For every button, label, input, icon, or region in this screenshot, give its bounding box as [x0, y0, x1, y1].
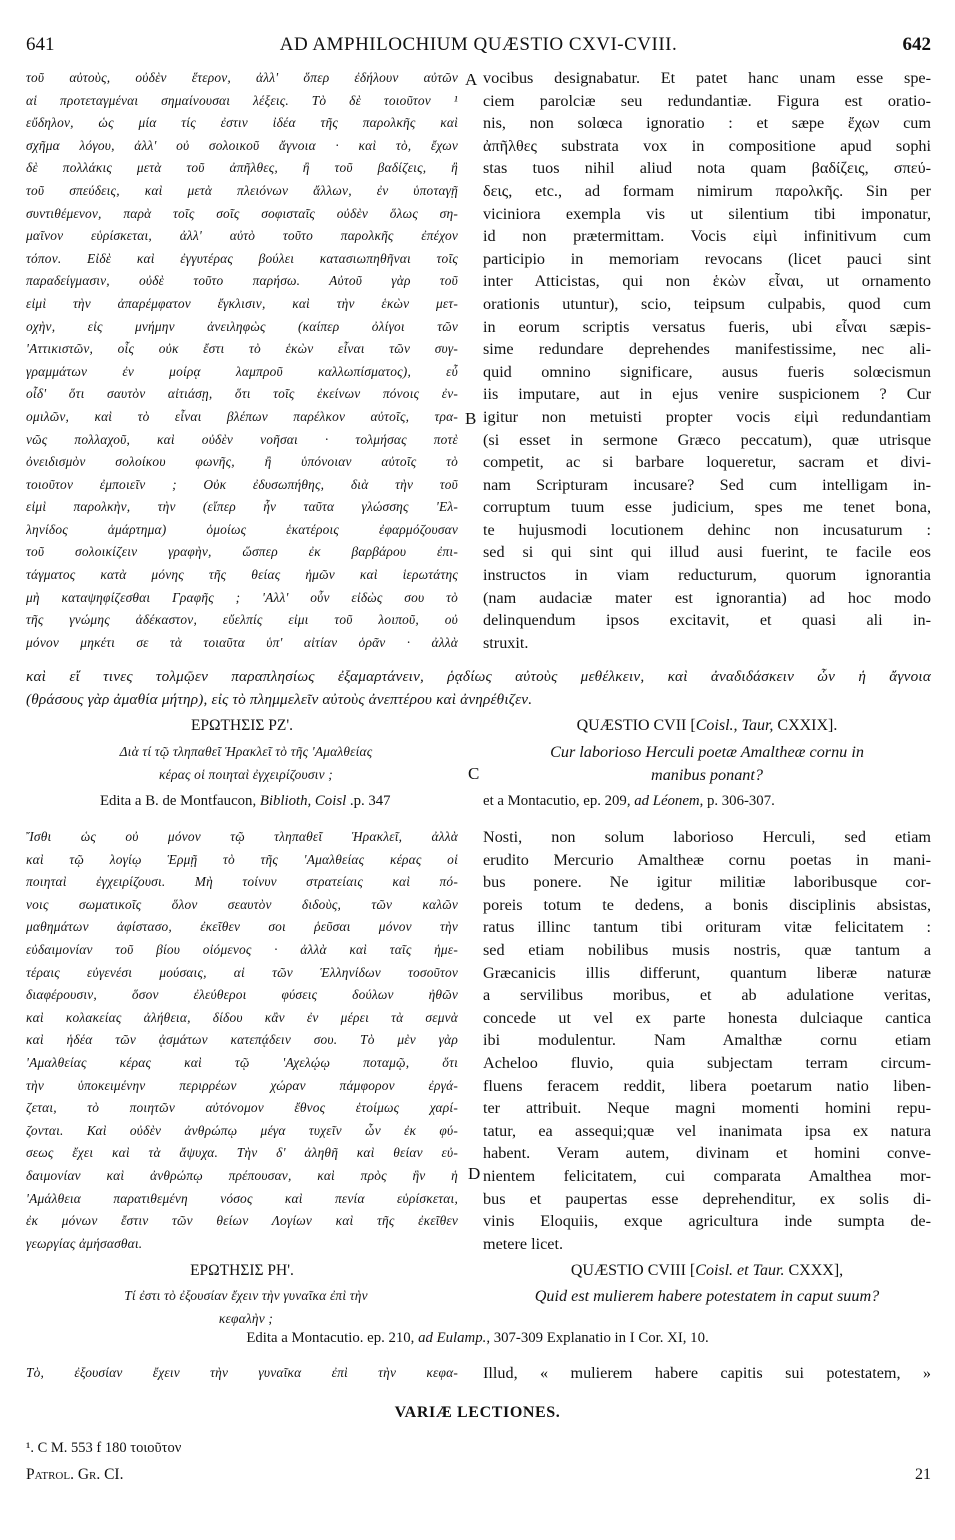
text-line: Græcanicis illis differunt, quantum liberæ naturæ	[483, 963, 931, 982]
text-line: poreis totum te dedens, a bonis disciplinis absistas,	[483, 895, 931, 914]
text-line: τάγματος κατὰ μόνης τῆς θείας ἡμῶν καὶ ἱερωτάτης	[26, 567, 458, 583]
text-line: μαῖνον εὑρίσκεται, ἀλλ' αὐτὸ τοῦτο παρολκῆς ἐπέχον	[26, 228, 458, 244]
running-header	[26, 34, 931, 60]
text-line: ὀνειδισμὸν σολοίκου φωνῆς, ἢ ὑπόνοιαν αὐτοῖς τὸ	[26, 454, 458, 470]
text-line: orationis utuntur), scio, teipsum culpabis, quod cum	[483, 294, 931, 313]
edition-note-107: Edita a B. de Montfaucon, Biblioth, Coisl .p. 347	[100, 793, 391, 809]
text-line: viciniora exempla vis ut silentium tibi imponatur,	[483, 204, 931, 223]
margin-letter-a: A	[465, 70, 478, 89]
text-line: bus et paupertas esse deprehenditur, ex solis di-	[483, 1189, 931, 1208]
greek-heading-107: ΕΡΩΤΗΣΙΣ ΡΖ'.	[190, 717, 294, 734]
text-line: stas tuos nihil aliud nota quam βαδίζεις, σπεύ-	[483, 159, 931, 178]
text-line: 'Αμάλθεια παρατιθεμένη νόσος καὶ πενία εὑρίσκεται,	[26, 1190, 458, 1206]
text-line: παραδείγμασιν, οὐδὲ τοῦτο παρήσω. Αὐτοῦ γὰρ τοῦ	[26, 273, 458, 289]
text-line: καὶ τῷ λογίῳ Ἑρμῇ τὸ τῆς 'Αμαλθείας κέρας οἱ	[26, 851, 458, 867]
text-line: εἰμὶ τὴν ἀπαρέμφατον ἔγκλισιν, καὶ τὴν ἑκὼν μετ-	[26, 295, 458, 311]
text-line: μὴ καταψηφίζεσθαι Γραφῆς ; 'Αλλ' οὖν εἰδὼς σου τὸ	[26, 589, 458, 605]
text-line: in eorum scriptis versatus fueris, ubi εἶναι sæpis-	[483, 317, 931, 336]
text-line: ζεται, τὸ ποιητῶν αὐτόνομον ἔθνος ἑτοίμως χαρί-	[26, 1100, 458, 1116]
text-line: habent. Veram autem, divinam et homini conve-	[483, 1144, 931, 1163]
text-line: οἶδ' ὅτι σαυτὸν αἰτιάσῃ, ὅτι τοῖς ἐκείνων πόνοις ἐν-	[26, 386, 458, 402]
text-line: συντιθέμενον, παρὰ τοῖς σοῖς σοφισταῖς οὐδὲν ὅλως ση-	[26, 205, 458, 221]
text-line: τέραις εὐγενέσι μούσαις, αἱ τῶν Ἑλληνίδων τοσοῦτον	[26, 964, 458, 980]
text-line: nientem felicitatem, cui comparata Amalthea mor-	[483, 1166, 931, 1185]
text-line: ter attribuit. Neque magni momenti homini repu-	[483, 1099, 931, 1118]
text-line: νῶς πολλαχοῦ, καὶ οὐδὲν νοῆσαι · τολμήσας ποτὲ	[26, 431, 458, 447]
footnote: ¹. C M. 553 f 180 τοιοῦτον	[26, 1440, 182, 1456]
text-line: γραμμάτων ἐν μοίρᾳ λαμπροῦ καλλωπίσματος), εὖ	[26, 363, 458, 379]
text-line: τοῦ σπεύδεις, καὶ μετὰ πλειόνων ἄλλων, ἐν ὑποταγῇ	[26, 182, 458, 198]
greek-heading-108: ΕΡΩΤΗΣΙΣ ΡΗ'.	[190, 1262, 294, 1279]
text-line: καὶ εἴ τινες τολμῷεν παραπλησίως ἐξαμαρτάνειν, ῥᾳδίως αὐτοὺς μεθέλκειν, καὶ ἀναδιδάσκειν ὧν ἡ ἄγνοια	[26, 668, 931, 685]
text-line: εὔδηλον, ὡς μία τίς ἐστιν ἰδέα τῆς παρολκῆς καὶ	[26, 115, 458, 131]
text-line: δεις, etc., ad formam nimirum παρολκῆς. Sin per	[483, 181, 931, 200]
text-line: struxit.	[483, 633, 529, 652]
text-line: delinquendum ipsos excitavit, et quasi ali in-	[483, 611, 931, 630]
text-line: ciem parolciæ seu redundantiæ. Figura est oratio-	[483, 91, 931, 110]
text-line: τοῦ σολοικίζειν γραφὴν, ὥσπερ ἐκ βαρβάρου ἐπι-	[26, 544, 458, 560]
text-line: ποιηταὶ ἐγχειρίζουσι. Μὴ τοίνυν στρατείαις καὶ πό-	[26, 874, 458, 890]
text-line: μόνον μηκέτι σε τὰ τοιαῦτα ὑπ' αἰτίαν ὁρᾶν · ἀλλὰ	[26, 634, 458, 650]
text-line: σεως ἔχει καὶ τὰ ἄψυχα. Τὴν δ' ἀληθῆ καὶ θείαν εὐ-	[26, 1145, 458, 1161]
text-line: αἱ προτεταγμέναι σημαίνουσαι λέξεις. Τὸ δὲ τοιοῦτον ¹	[26, 92, 458, 108]
latin-heading-108: QUÆSTIO CVIII [Coisl. et Taur. CXXX],	[570, 1262, 844, 1279]
text-line: διαφέρουσιν, ὅσον ἐλεύθεροι φύσεις δούλων ἠθῶν	[26, 987, 458, 1003]
margin-letter-b: B	[465, 409, 477, 428]
text-line: Ἴσθι ὡς οὐ μόνον τῷ τληπαθεῖ Ἡρακλεῖ, ἀλλὰ	[26, 829, 458, 844]
text-line: sed si qui sint qui illud ausi fuerint, te facile eos	[483, 543, 931, 562]
text-line: δαιμονίαν καὶ ἀνθρώπῳ πρέπουσαν, καὶ πρὸς ἣν ἡ	[26, 1167, 458, 1183]
text-line: νοις σωματικοῖς ὅλον σεαυτὸν διδοὺς, τῶν καλῶν	[26, 896, 458, 912]
text-line: sime redundare deprehendes manifestissime, nec ali-	[483, 340, 931, 359]
text-line: ἐκ μόνων ἔστιν τῶν θείων Λογίων καὶ τῆς ἐκεῖθεν	[26, 1213, 458, 1229]
text-line: vocibus designabatur. Et patet hanc unam esse spe-	[483, 69, 931, 87]
text-line: τοῦ αὐτοὺς, οὐδὲν ἕτερον, ἀλλ' ὅπερ ἐδήλουν αὐτῶν	[26, 70, 458, 85]
margin-letter-d: D	[468, 1164, 481, 1183]
text-line: nam Scripturam incusare? Sed cum intelligam in-	[483, 475, 931, 494]
text-line: te hujusmodi locutionem dehinc non incusaturum :	[483, 520, 931, 539]
text-line: ζονται. Καὶ οὐδὲν ἀνθρώπῳ μέγα τυχεῖν ὧν ἐκ φύ-	[26, 1122, 458, 1138]
text-line: γεωργίας ἀμήσασθαι.	[26, 1235, 143, 1251]
text-line: quid omnino significare, ausus fueris solœcismun	[483, 362, 931, 381]
text-line: participio in memoriam revocans (licet pauci sint	[483, 249, 931, 268]
margin-letter-c: C	[468, 764, 480, 783]
text-line: metere licet.	[483, 1234, 563, 1253]
latin-column-top	[483, 67, 931, 654]
text-line: μαθημάτων ἀφίστασο, ἐκεῖθεν σοι ῥεῦσαι μόνον τὴν	[26, 919, 458, 935]
latin-last-line: Illud, « mulierem habere capitis sui potestatem, »	[483, 1364, 931, 1382]
text-line: τῆς γνώμης ἀδέκαστον, εὔελπίς εἰμι τοῦ λοιποῦ, οὐ	[26, 612, 458, 628]
text-line: bus ponere. Ne igitur militiæ laboribusque cor-	[483, 873, 931, 892]
text-line: (θράσους γὰρ ἀμαθία μήτηρ), εἰς τὸ πλημμελεῖν αὐτοὺς ἀνεπτέρου καὶ ἀνηρέθιζεν.	[26, 690, 533, 708]
text-line: sed etiam nobilibus musis nostris, quæ tantum a	[483, 940, 931, 959]
text-line: fluens feracem reddit, libera poetarum natio liben-	[483, 1076, 931, 1095]
text-line: tatur, ea assequi;quæ vel inanimata ipsa ex natura	[483, 1121, 931, 1140]
greek-last-line: Τὸ, ἐξουσίαν ἔχειν τὴν γυναῖκα ἐπὶ τὴν κεφα-	[26, 1365, 458, 1380]
text-line: τὴν ὑποκειμένην περιρρέων χώραν πάμφορον ἐργά-	[26, 1077, 458, 1093]
text-line: vinis Eloquiis, exque agricultura inde sumpta de-	[483, 1212, 931, 1231]
page-number-left: 641	[26, 34, 55, 55]
latin-title-107: Cur laborioso Herculi poetæ Amaltheæ cornu in manibus ponant?	[550, 743, 864, 784]
text-line: εὐδαιμονίαν τοῦ βίου οἰόμενος · ἀλλὰ καὶ ταῖς ἡμε-	[26, 941, 458, 957]
text-line: 'Αττικιστῶν, οἷς οὐκ ἔστι τὸ ἑκὼν εἶναι τῶν συγ-	[26, 341, 458, 357]
text-line: (nam audaciæ mater est ignorantia) ad hoc modo	[483, 588, 931, 607]
latin-column-mid	[483, 826, 931, 1255]
text-line: id non prætermittam. Vocis εἰμὶ infinitivum cum	[483, 227, 931, 246]
greek-title-108: Τί ἐστι τὸ ἐξουσίαν ἔχειν τὴν γυναῖκα ἐπὶ τὴν κεφαλὴν ;	[124, 1288, 368, 1326]
page-number-right: 642	[902, 34, 931, 55]
text-line: igitur non metuisti propter vocis εἰμὶ redundantiam	[483, 407, 931, 426]
text-line: δὲ πολλάκις μετὰ τοῦ ἀπῆλθες, ἢ τοῦ βαδίζεις, ἢ	[26, 160, 458, 176]
text-line: καὶ κολακείας ἀλήθεια, δίδου κἂν ἐν μέρει τὰ σεμνὰ	[26, 1009, 458, 1025]
text-line: corruptum tuum esse judicium, spes me tenet bona,	[483, 498, 931, 517]
text-line: nis, non solœca ignoratio : et sæpe ἔχων cum	[483, 114, 931, 133]
text-line: ομιλῶν, καὶ τὸ εἶναι βλέπων παρέλκον αὐτοῖς, τρα-	[26, 408, 458, 424]
text-line: σχῆμα λόγου, ἀλλ' οὐ σολοικοῦ ἄγνοια · καὶ τὸ, ἔχων	[26, 137, 458, 153]
text-line: concede ut vel ex parte honesta dulciaque cantica	[483, 1008, 931, 1027]
text-line: ληνίδος ἁμάρτημα) ὁμοίως ἑκατέροις ἐφαρμόζουσαν	[26, 521, 458, 537]
text-line: τοιοῦτον ἐμποιεῖν ; Οὐκ ἐδυσωπήθης, διὰ τὴν τοῦ	[26, 476, 458, 492]
edition-note-108: Edita a Montacutio. ep. 210, ad Eulamp., 307-309 Explanatio in I Cor. XI, 10.	[246, 1330, 709, 1346]
text-line: ἀπῆλθες substrata vox in compositione apud sophi	[483, 136, 931, 155]
running-title: AD AMPHILOCHIUM QUÆSTIO CXVI-CVIII.	[279, 34, 678, 55]
text-line: inter Atticistas, qui non ἑκὼν εἶναι, ut ornamento	[483, 272, 931, 291]
text-line: (si esset in sermone Græco peccatum), quæ utrisque	[483, 430, 931, 449]
greek-column-mid	[26, 826, 458, 1255]
text-line: 'Αμαλθείας κέρας καὶ τῷ 'Αχελῴῳ ποταμῷ, ὅτι	[26, 1054, 458, 1070]
text-line: erudito Mercurio Amaltheæ cornu poetas in mani-	[483, 850, 931, 869]
greek-fullwidth-paragraph	[26, 666, 931, 711]
text-line: instructos in viam reducturum, quorum ignorantia	[483, 566, 931, 585]
text-line: τόπον. Εἰδὲ καὶ ἐγγυτέρας βούλει κατασιωπηθῆναι τοῖς	[26, 250, 458, 266]
greek-column-top	[26, 67, 458, 654]
text-line: εἰμὶ παρολκὴν, τὴν (εἴπερ ἦν ταῦτα γλώσσης 'Ελ-	[26, 499, 458, 515]
text-line: competit, ac si barbare loqueretur, sacram et divi-	[483, 453, 931, 472]
text-line: ratus illinc tantum tibi orituram vitæ felicitatem :	[483, 918, 931, 937]
text-line: ibi modulentur. Nam Amalthæ cornu etiam	[483, 1031, 931, 1050]
edition-note-107-right: et a Montacutio, ep. 209, ad Léonem, p. 306-307.	[483, 793, 775, 809]
variae-lectiones-heading: VARIÆ LECTIONES.	[394, 1404, 561, 1421]
text-line: iis imputare, aut in ejus venire suspicionem ? Cur	[483, 385, 931, 404]
latin-title-108: Quid est mulierem habere potestatem in caput suum?	[534, 1287, 880, 1305]
text-line: Nosti, non solum laborioso Herculi, sed etiam	[483, 828, 931, 846]
greek-title-107: Διὰ τί τῷ τληπαθεῖ Ἡρακλεῖ τὸ τῆς 'Αμαλθείας κέρας οἱ ποιηταὶ ἐγχειρίζουσιν ;	[119, 744, 373, 782]
text-line: καὶ ἡδέα τῶν ᾀσμάτων κατεπᾴδειν σου. Τὸ μὲν γὰρ	[26, 1032, 458, 1048]
patrol-signature: Patrol. Gr. CI.	[26, 1466, 124, 1483]
sheet-number: 21	[915, 1466, 931, 1483]
text-line: a servilibus moribus, et ab adulatione veritas,	[483, 986, 931, 1005]
text-line: Acheloo fluvio, quia subjectam terram circum-	[483, 1053, 931, 1072]
text-line: οχὴν, εἰς μνήμην ἀνειληφὼς (καίπερ ὀλίγοι τῶν	[26, 318, 458, 334]
latin-heading-107: QUÆSTIO CVII [Coisl., Taur, CXXIX].	[576, 717, 838, 734]
